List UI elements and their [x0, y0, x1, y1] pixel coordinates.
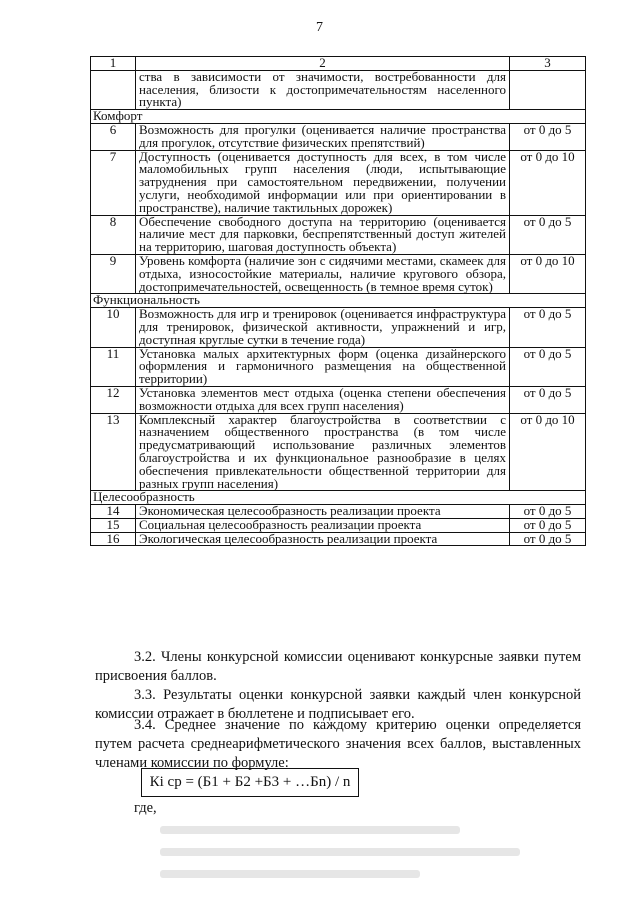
column-header: 2	[136, 57, 510, 71]
criterion-description: Комплексный характер благоустройства в соответствии с назначением общественного пространства (в том числе предусматривающий использование различных элементов благоустройства и их функциональное разнообразие в целях обеспечения привлекательности общественной территории для разных групп населения)	[136, 413, 510, 491]
criterion-number: 15	[91, 518, 136, 532]
criterion-number: 10	[91, 308, 136, 347]
criterion-description: Социальная целесообразность реализации проекта	[136, 518, 510, 532]
criterion-number: 9	[91, 254, 136, 293]
criterion-number: 14	[91, 505, 136, 519]
table-row	[91, 254, 586, 293]
table-row	[91, 215, 586, 254]
criterion-description: Уровень комфорта (наличие зон с сидячими местами, скамеек для отдыха, износостойкие материалы, наличие кругового обзора, достопримечательностей, освещенность (в темное время суток)	[136, 254, 510, 293]
criterion-description: Экологическая целесообразность реализации проекта	[136, 532, 510, 546]
paragraph-text: 3.3. Результаты оценки конкурсной заявки каждый член конкурсной комиссии отражает в бюллетене и подписывает его.	[95, 687, 581, 722]
criterion-description: Возможность для прогулки (оценивается наличие пространства для прогулок, отсутствие физических препятствий)	[136, 123, 510, 150]
section-title: Комфорт	[91, 110, 586, 124]
criterion-number: 11	[91, 347, 136, 386]
criteria-table	[90, 56, 586, 546]
criterion-score: от 0 до 10	[510, 150, 586, 215]
criterion-number: 7	[91, 150, 136, 215]
criterion-score: от 0 до 5	[510, 532, 586, 546]
criterion-score: от 0 до 10	[510, 254, 586, 293]
criterion-number: 12	[91, 386, 136, 413]
criterion-score: от 0 до 5	[510, 347, 586, 386]
criterion-description: ства в зависимости от значимости, востребованности для населения, близости к достопримечательностям населенного пункта)	[136, 70, 510, 109]
criterion-description: Обеспечение свободного доступа на территорию (оценивается наличие мест для парковки, беспрепятственный доступ жителей на территорию, шаговая доступность объекта)	[136, 215, 510, 254]
paragraph-3-2	[95, 648, 581, 686]
criterion-description: Возможность для игр и тренировок (оценивается инфраструктура для тренировок, физической активности, упражнений и игр, доступная круглые сутки в течение года)	[136, 308, 510, 347]
table-row	[91, 532, 586, 546]
column-header: 1	[91, 57, 136, 71]
table-row	[91, 70, 586, 109]
paragraph-text: 3.4. Среднее значение по каждому критерию оценки определяется путем расчета среднеарифметического значения всех баллов, выставленных членами комиссии по формуле:	[95, 717, 581, 771]
page-number: 7	[316, 20, 323, 35]
criterion-score: от 0 до 5	[510, 308, 586, 347]
bleed-through-mark	[160, 870, 420, 878]
criterion-description: Установка элементов мест отдыха (оценка степени обеспечения возможности отдыха для всех групп населения)	[136, 386, 510, 413]
section-title: Целесообразность	[91, 491, 586, 505]
section-title: Функциональность	[91, 294, 586, 308]
criterion-description: Установка малых архитектурных форм (оценка дизайнерского оформления и гармоничного размещения на общественной территории)	[136, 347, 510, 386]
table-row	[91, 123, 586, 150]
criterion-description: Экономическая целесообразность реализации проекта	[136, 505, 510, 519]
formula-box: Кi ср = (Б1 + Б2 +Б3 + …Бn) / n	[141, 768, 359, 797]
table-row	[91, 386, 586, 413]
criterion-score: от 0 до 5	[510, 386, 586, 413]
criterion-number: 6	[91, 123, 136, 150]
criterion-number	[91, 70, 136, 109]
criterion-score	[510, 70, 586, 109]
criterion-number: 8	[91, 215, 136, 254]
table-row	[91, 150, 586, 215]
criterion-score: от 0 до 5	[510, 123, 586, 150]
criterion-score: от 0 до 5	[510, 505, 586, 519]
criterion-number: 13	[91, 413, 136, 491]
table-row	[91, 413, 586, 491]
bleed-through-mark	[160, 848, 520, 856]
where-label: где,	[134, 800, 157, 816]
table-row	[91, 347, 586, 386]
column-header: 3	[510, 57, 586, 71]
criterion-score: от 0 до 10	[510, 413, 586, 491]
table-row	[91, 308, 586, 347]
bleed-through-mark	[160, 826, 460, 834]
criterion-number: 16	[91, 532, 136, 546]
criterion-score: от 0 до 5	[510, 215, 586, 254]
paragraph-3-4	[95, 716, 581, 773]
paragraph-text: 3.2. Члены конкурсной комиссии оценивают конкурсные заявки путем присвоения баллов.	[95, 649, 581, 684]
criterion-score: от 0 до 5	[510, 518, 586, 532]
criterion-description: Доступность (оценивается доступность для всех, в том числе маломобильных групп населения (люди, испытывающие затруднения при самостоятельном передвижении, получении услуги, необходимой информации или при ориентировании в пространстве), наличие тактильных дорожек)	[136, 150, 510, 215]
